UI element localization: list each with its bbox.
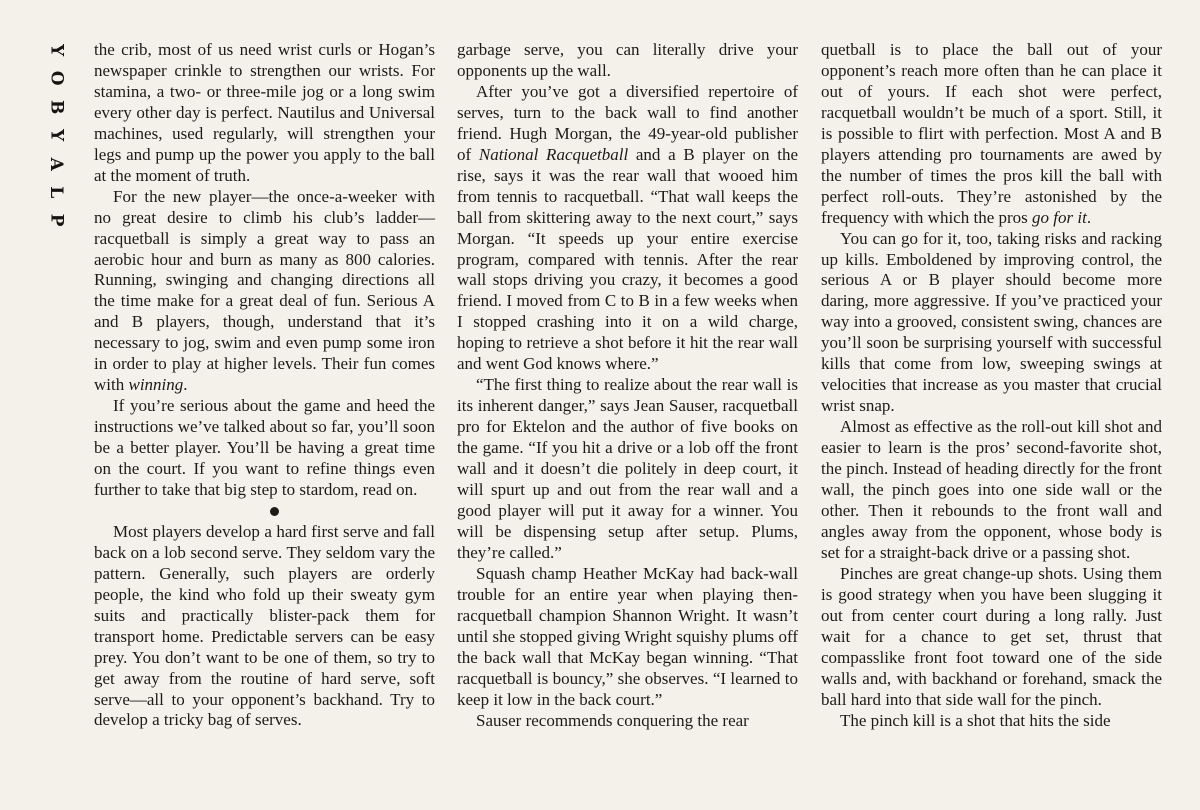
paragraph-text: After you’ve got a diversified repertoire of serves, turn to the back wall to find another friend. Hugh Morgan, the 49-year-old publisher of <box>457 81 798 164</box>
paragraph-text: For the new player—the once-a-weeker with no great desire to climb his club’s ladder—racquetball is simply a great way to pass an aerobic hour and burn as many as 800 calories. Running, swinging and changing directions all the time make for a great deal of fun. Serious A and B players, though, understand that it’s necessary to jog, swim and even pump some iron in order to play at higher levels. Their fun comes with <box>94 186 435 395</box>
body-paragraph <box>457 82 798 375</box>
paragraph-text: If you’re serious about the game and heed the instructions we’ve talked about so far, you’ll soon be a better player. You’ll be having a great time on the court. If you want to refine things even further to take that big step to stardom, read on. <box>94 396 435 500</box>
paragraph-text: The pinch kill is a shot that hits the side <box>840 710 1111 730</box>
running-head-letter: A <box>46 157 67 171</box>
body-paragraph <box>821 40 1162 229</box>
running-head-letter: Y <box>46 129 67 142</box>
body-paragraph <box>821 564 1162 711</box>
paragraph-text: quetball is to place the ball out of your opponent’s reach more often than he can place it out of yours. If each shot were perfect, racquetball wouldn’t be much of a sport. Still, it is possible to flirt with perfection. Most A and B players attending pro tournaments are awed by the number of times the pros kill the ball with perfect roll-outs. They’re astonished by the frequency with which the pros <box>821 40 1162 227</box>
body-paragraph <box>821 417 1162 564</box>
italic-text: go for it <box>1032 207 1087 227</box>
text-column-3 <box>821 40 1162 731</box>
running-head-letter: L <box>46 186 67 199</box>
text-column-2 <box>457 40 798 731</box>
paragraph-text: You can go for it, too, taking risks and racking up kills. Emboldened by improving control, the serious A or B player should become more daring, more aggressive. If you’ve practiced your way into a grooved, consistent swing, chances are you’ll soon be surprising yourself with successful kills that come from low, sweeping swings at velocities that increase as you master that crucial wrist snap. <box>821 228 1162 416</box>
body-paragraph <box>457 564 798 711</box>
paragraph-text: garbage serve, you can literally drive your opponents up the wall. <box>457 40 798 80</box>
running-head <box>42 38 70 233</box>
paragraph-text: Sauser recommends conquering the rear <box>476 710 749 730</box>
italic-text: National Racquetball <box>478 144 629 164</box>
body-paragraph <box>94 187 435 397</box>
paragraph-text: “The first thing to realize about the rear wall is its inherent danger,” says Jean Sauser, racquetball pro for Ektelon and the author of five books on the game. “If you hit a drive or a lob off the front wall and it doesn’t die politely in deep court, it will spurt up and out from the rear wall and a good player will put it away for a winner. You will be dispensing setup after setup. Plums, they’re called.” <box>457 375 798 562</box>
paragraph-text: and a B player on the rise, says it was the rear wall that wooed him from tennis to racquetball. “That wall keeps the ball from skittering away to the next court,” says Morgan. “It speeds up your entire exercise program, compared with tennis. After the rear wall stops driving you crazy, it becomes a good friend. I moved from C to B in a few weeks when I stopped crashing into it on a wild charge, hoping to retrieve a shot before it hit the rear wall and went God knows where.” <box>457 144 798 374</box>
paragraph-text: . <box>1086 207 1092 227</box>
section-separator <box>94 501 435 522</box>
paragraph-text: Squash champ Heather McKay had back-wall trouble for an entire year when playing then-racquetball champion Shannon Wright. It wasn’t until she stopped giving Wright squishy plums off the back wall that McKay began winning. “That racquetball is bouncy,” she observes. “I learned to keep it low in the back court.” <box>457 563 798 709</box>
body-paragraph <box>94 396 435 501</box>
running-head-letter: B <box>46 99 67 115</box>
italic-text: winning <box>128 375 184 395</box>
text-column-1 <box>94 40 435 731</box>
body-paragraph <box>457 375 798 564</box>
running-head-letter: P <box>46 214 67 227</box>
running-head-letter: Y <box>46 44 67 57</box>
body-paragraph <box>821 229 1162 418</box>
paragraph-text: the crib, most of us need wrist curls or Hogan’s newspaper crinkle to strengthen our wrists. For stamina, a two- or three-mile jog or a long swim every other day is perfect. Nautilus and Universal machines, used regularly, will strengthen your legs and pump up the power you apply to the ball at the moment of truth. <box>94 40 435 185</box>
paragraph-text: Most players develop a hard first serve and fall back on a lob second serve. They seldom vary the pattern. Generally, such players are orderly people, the kind who fold up their sweaty gym suits and practically blister-pack them for transport home. Predictable servers can be easy prey. You don’t want to be one of them, so try to get away from the routine of hard serve, soft serve—all to your opponent’s backhand. Try to develop a tricky bag of serves. <box>94 521 435 730</box>
paragraph-text: Almost as effective as the roll-out kill shot and easier to learn is the pros’ second-favorite shot, the pinch. Instead of heading directly for the front wall, the pinch goes into one side wall or the other. Then it rebounds to the front wall and angles away from the opponent, whose body is set for a straight-back drive or a passing shot. <box>821 417 1162 562</box>
body-paragraph <box>94 522 435 732</box>
bullet-dot <box>270 507 279 516</box>
body-paragraph <box>457 40 798 82</box>
running-head-letter: O <box>46 71 67 86</box>
body-paragraph <box>457 711 798 732</box>
body-paragraph <box>821 711 1162 732</box>
paragraph-text: . <box>183 375 188 395</box>
body-paragraph <box>94 40 435 187</box>
paragraph-text: Pinches are great change-up shots. Using them is good strategy when you have been slugging it out from center court during a long rally. Just wait for a chance to get set, thrust that compasslike front foot toward one of the side walls and, with backhand or forehand, smack the ball hard into that side wall for the pinch. <box>821 563 1162 709</box>
